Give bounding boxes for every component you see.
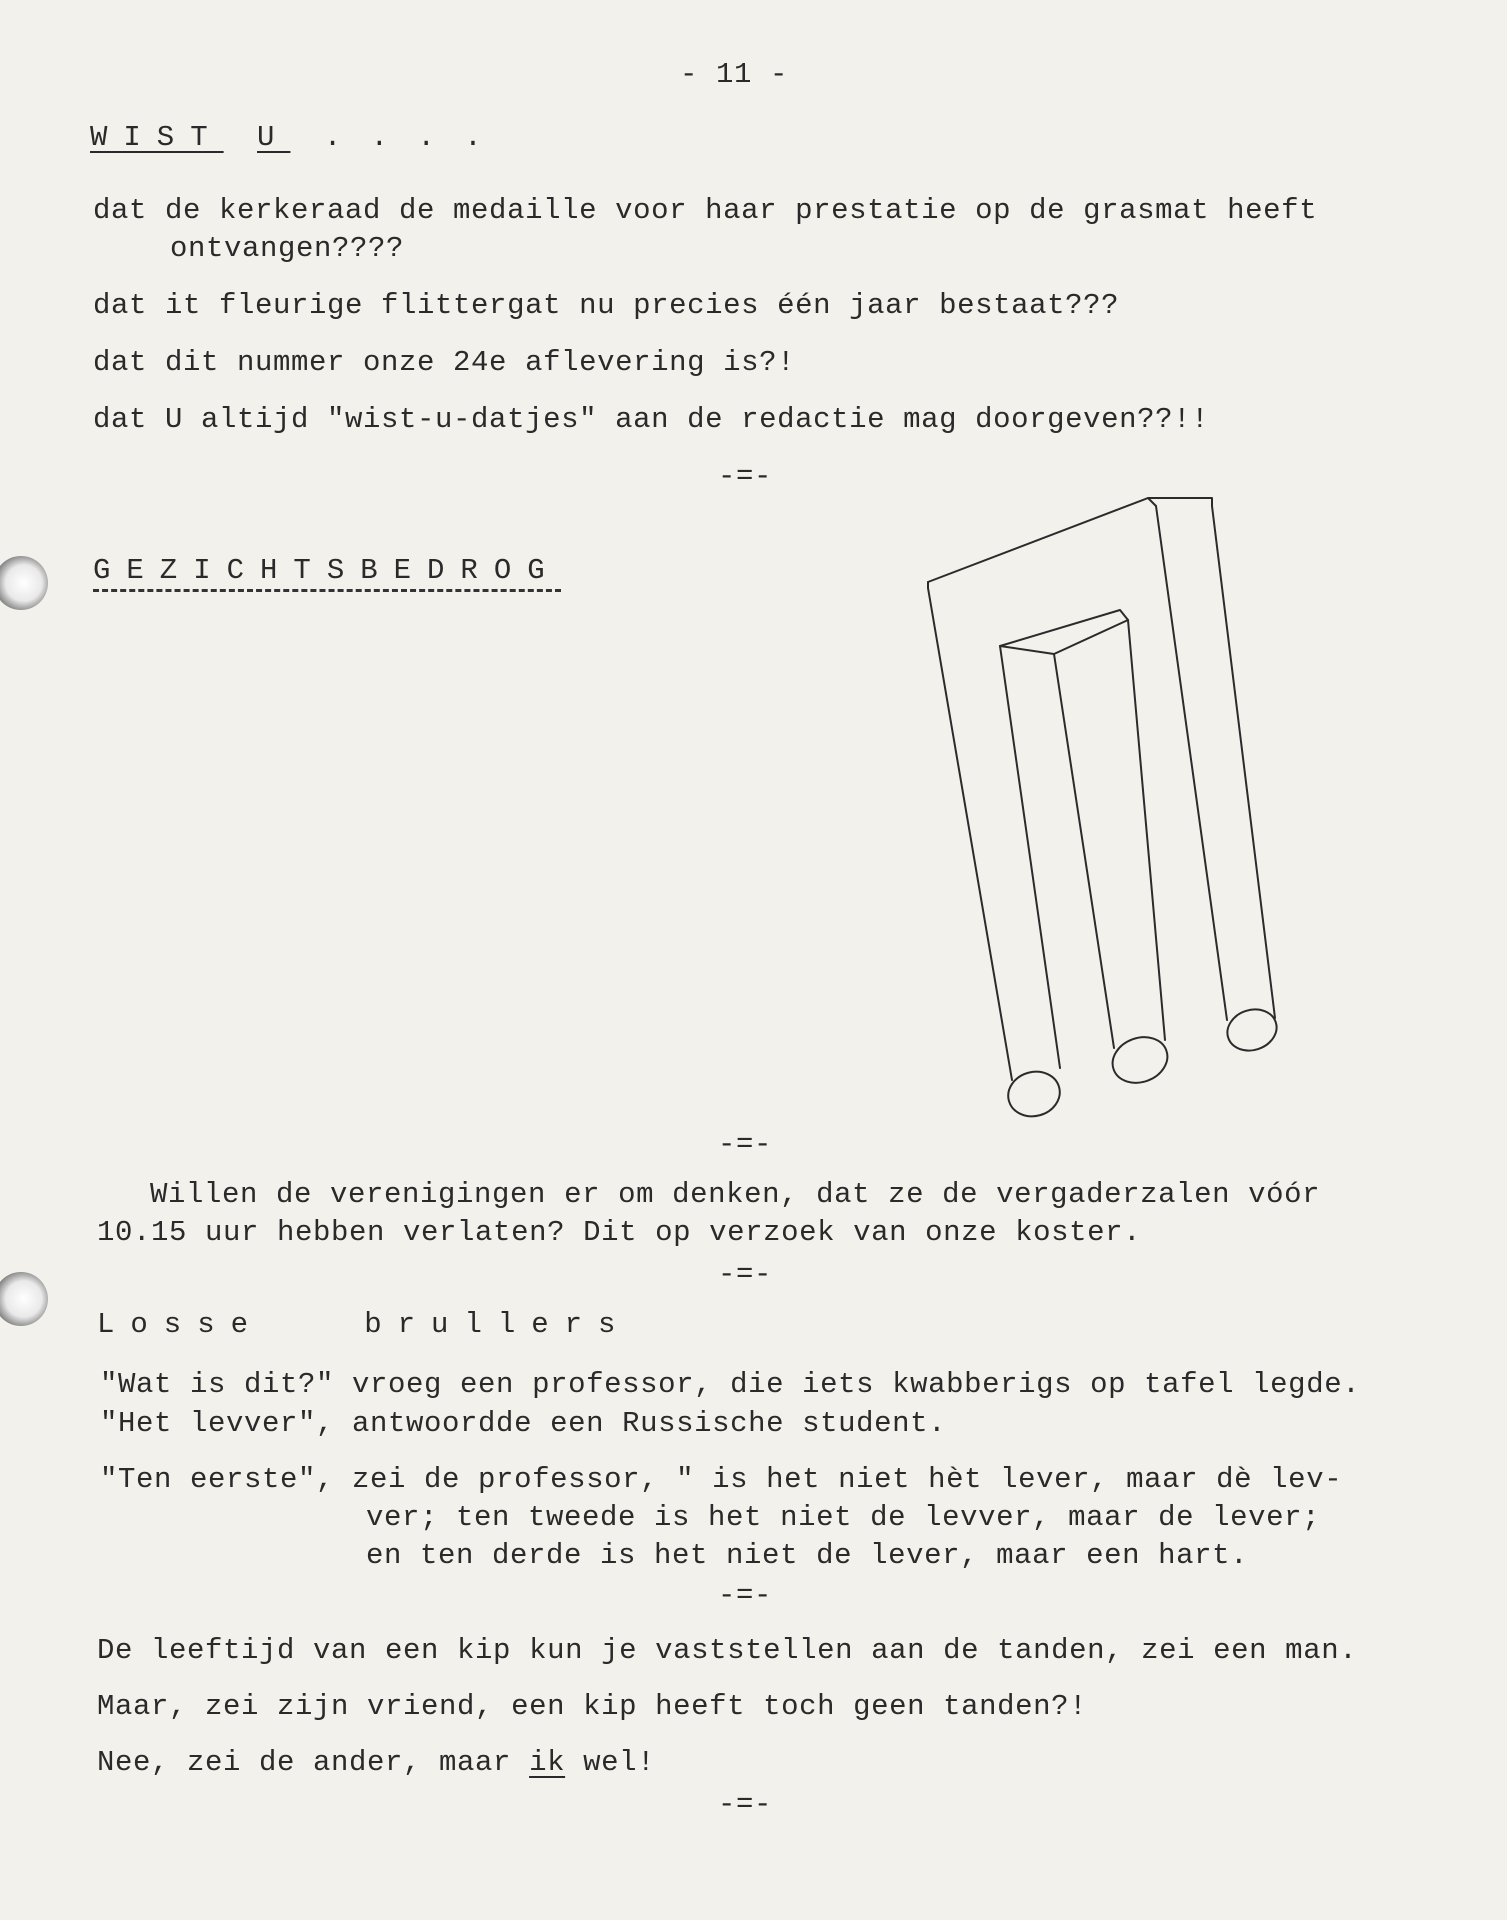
- notice-line-1: Willen de verenigingen er om denken, dat ze de vergaderzalen vóór: [150, 1178, 1321, 1211]
- losse-brullers-heading: [97, 1308, 631, 1342]
- wist-u-heading-dots: . . . .: [323, 121, 488, 154]
- wist-u-item-1: dat de kerkeraad de medaille voor haar prestatie op de grasmat heeft: [93, 194, 1318, 227]
- joke-1-line-2: "Het levver", antwoordde een Russische student.: [100, 1407, 947, 1440]
- separator-1: -=-: [718, 460, 773, 493]
- trident-prong-3-end: [1222, 1003, 1282, 1056]
- wist-u-heading-word2: U: [257, 121, 291, 154]
- joke-2-line-3: [97, 1746, 655, 1780]
- separator-4: -=-: [718, 1579, 773, 1612]
- losse-brullers-heading-word2: brullers: [364, 1308, 632, 1341]
- wist-u-item-1-cont: ontvangen????: [170, 232, 405, 265]
- gezichtsbedrog-heading-text: GEZICHTSBEDROG: [93, 554, 561, 592]
- joke-2-line-3-before: Nee, zei de ander, maar: [97, 1746, 530, 1779]
- losse-brullers-heading-word1: Losse: [97, 1308, 265, 1341]
- trident-top-bar-front: [1148, 498, 1156, 506]
- wist-u-item-2: dat it fleurige flittergat nu precies één jaar bestaat???: [93, 289, 1120, 322]
- joke-1-line-5: en ten derde is het niet de lever, maar een hart.: [366, 1539, 1249, 1572]
- trident-prong-3-left: [1156, 506, 1227, 1020]
- joke-1-line-4: ver; ten tweede is het niet de levver, maar de lever;: [366, 1501, 1321, 1534]
- trident-inner-bracket-face: [1000, 646, 1054, 654]
- trident-prong-1-end: [1003, 1066, 1065, 1122]
- trident-top-bar: [928, 498, 1212, 582]
- wist-u-item-4: dat U altijd "wist-u-datjes" aan de redactie mag doorgeven??!!: [93, 403, 1210, 436]
- trident-prong-2-right: [1128, 620, 1165, 1040]
- wist-u-item-3: dat dit nummer onze 24e aflevering is?!: [93, 346, 796, 379]
- page-number: - 11 -: [680, 58, 789, 91]
- joke-2-line-2: Maar, zei zijn vriend, een kip heeft toch geen tanden?!: [97, 1690, 1088, 1723]
- impossible-trident-illustration: [900, 470, 1260, 1110]
- punch-hole-bottom: [0, 1272, 48, 1326]
- trident-prong-1-left: [928, 588, 1012, 1080]
- notice-line-2: 10.15 uur hebben verlaten? Dit op verzoek van onze koster.: [97, 1216, 1142, 1249]
- trident-prong-3-right: [1212, 506, 1275, 1018]
- separator-5: -=-: [718, 1788, 773, 1821]
- separator-2: -=-: [718, 1128, 773, 1161]
- trident-prong-2-end: [1106, 1030, 1174, 1090]
- separator-3: -=-: [718, 1258, 773, 1291]
- trident-inner-line: [1054, 620, 1128, 654]
- wist-u-heading: [90, 121, 488, 155]
- gezichtsbedrog-heading: [93, 554, 561, 588]
- joke-1-line-3: "Ten eerste", zei de professor, " is het niet hèt lever, maar dè lev-: [100, 1463, 1343, 1496]
- trident-prong-2-left: [1054, 654, 1114, 1048]
- joke-2-line-1: De leeftijd van een kip kun je vaststellen aan de tanden, zei een man.: [97, 1634, 1358, 1667]
- punch-hole-top: [0, 556, 48, 610]
- joke-2-line-3-after: wel!: [565, 1746, 656, 1779]
- wist-u-heading-word1: WIST: [90, 121, 224, 154]
- trident-prong-1-right: [1000, 646, 1060, 1068]
- joke-1-line-1: "Wat is dit?" vroeg een professor, die iets kwabberigs op tafel legde.: [100, 1368, 1361, 1401]
- joke-2-line-3-emphasis: ik: [529, 1746, 566, 1779]
